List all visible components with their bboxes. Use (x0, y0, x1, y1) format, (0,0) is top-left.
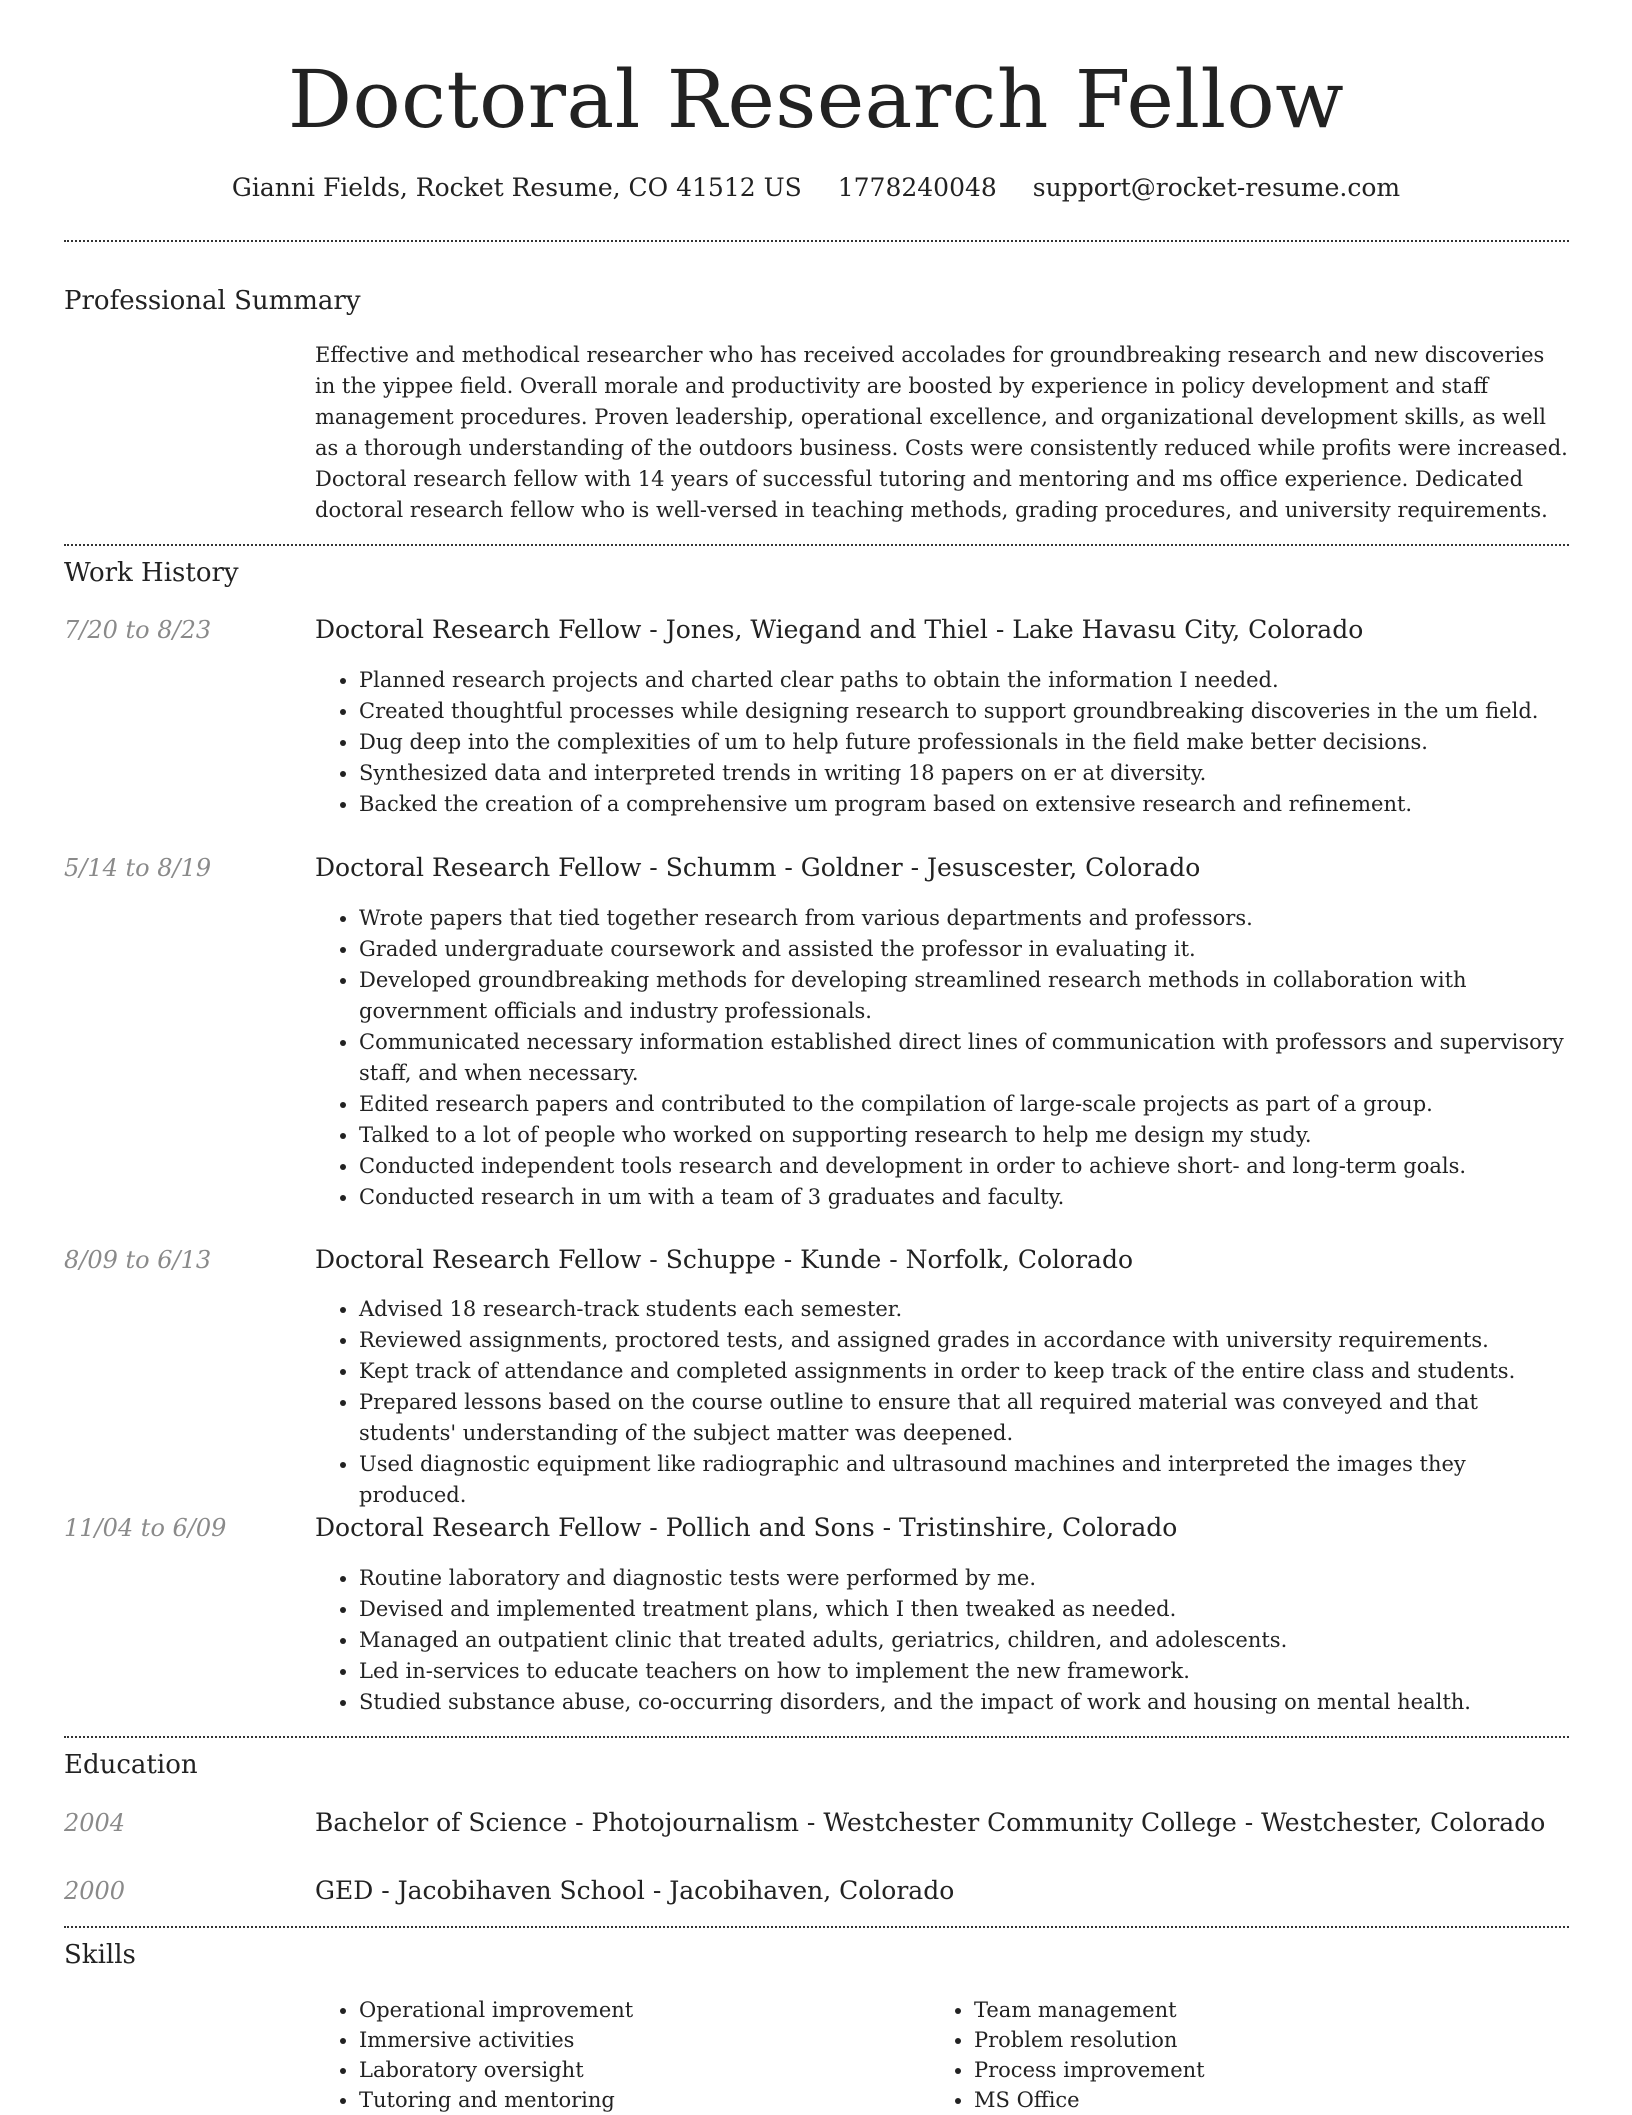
section-heading-work: Work History (64, 558, 239, 588)
list-item: • Kept track of attendance and completed assignments in order to keep track of the entire class and students. (359, 1356, 1570, 1387)
job-title: Doctoral Research Fellow - Jones, Wiegand and Thiel - Lake Havasu City, Colorado (315, 615, 1364, 644)
education-title: GED - Jacobihaven School - Jacobihaven, Colorado (315, 1876, 955, 1905)
list-item: • Edited research papers and contributed to the compilation of large-scale projects as part of a group. (359, 1089, 1570, 1120)
skills-list-right (930, 1995, 1490, 2115)
list-item: • Problem resolution (974, 2025, 1490, 2055)
list-item: • Tutoring and mentoring (359, 2085, 875, 2115)
job-dates: 11/04 to 6/09 (64, 1514, 227, 1542)
list-item: • Prepared lessons based on the course outline to ensure that all required material was conveyed and that students' understanding of the subject matter was deepened. (359, 1387, 1570, 1449)
list-item: • Developed groundbreaking methods for developing streamlined research methods in collaboration with government officials and industry professionals. (359, 965, 1570, 1027)
list-item: • Dug deep into the complexities of um to help future professionals in the field make better decisions. (359, 727, 1570, 758)
list-item: • Backed the creation of a comprehensive um program based on extensive research and refinement. (359, 789, 1570, 820)
section-heading-summary: Professional Summary (64, 286, 361, 316)
education-year: 2004 (64, 1809, 126, 1837)
contact-phone: 1778240048 (837, 173, 997, 202)
contact-email: support@rocket-resume.com (1032, 173, 1401, 202)
list-item: • Immersive activities (359, 2025, 875, 2055)
divider (64, 1736, 1569, 1738)
list-item: • Operational improvement (359, 1995, 875, 2025)
list-item: • Graded undergraduate coursework and assisted the professor in evaluating it. (359, 934, 1570, 965)
list-item: • Studied substance abuse, co-occurring disorders, and the impact of work and housing on mental health. (359, 1687, 1570, 1718)
job-dates: 8/09 to 6/13 (64, 1246, 212, 1274)
job-bullets (315, 1294, 1570, 1511)
list-item: • Planned research projects and charted clear paths to obtain the information I needed. (359, 665, 1570, 696)
skills-list-left (315, 1995, 875, 2115)
list-item: • Laboratory oversight (359, 2055, 875, 2085)
list-item: • Wrote papers that tied together research from various departments and professors. (359, 903, 1570, 934)
list-item: • Used diagnostic equipment like radiographic and ultrasound machines and interpreted the images they produced. (359, 1449, 1570, 1511)
job-title: Doctoral Research Fellow - Pollich and Sons - Tristinshire, Colorado (315, 1513, 1178, 1542)
job-title: Doctoral Research Fellow - Schuppe - Kunde - Norfolk, Colorado (315, 1245, 1133, 1274)
list-item: • Talked to a lot of people who worked on supporting research to help me design my study. (359, 1120, 1570, 1151)
list-item: • Advised 18 research-track students each semester. (359, 1294, 1570, 1325)
list-item: • Reviewed assignments, proctored tests, and assigned grades in accordance with university requirements. (359, 1325, 1570, 1356)
contact-address: Gianni Fields, Rocket Resume, CO 41512 US (231, 173, 802, 202)
summary-text: Effective and methodical researcher who has received accolades for groundbreaking research and new discoveries in the yippee field. Overall morale and productivity are boosted by experience in policy development and staff management procedures. Proven leadership, operational excellence, and organizational development skills, as well as a thorough understanding of the outdoors business. Costs were consistently reduced while profits were increased. Doctoral research fellow with 14 years of successful tutoring and mentoring and ms office experience. Dedicated doctoral research fellow who is well-versed in teaching methods, grading procedures, and university requirements. (315, 343, 1568, 522)
section-heading-education: Education (64, 1750, 198, 1780)
list-item: • Process improvement (974, 2055, 1490, 2085)
divider (64, 1926, 1569, 1928)
job-dates: 7/20 to 8/23 (64, 616, 212, 644)
job-bullets (315, 903, 1570, 1213)
list-item: • Team management (974, 1995, 1490, 2025)
list-item: • MS Office (974, 2085, 1490, 2115)
job-dates: 5/14 to 8/19 (64, 854, 212, 882)
list-item: • Created thoughtful processes while designing research to support groundbreaking discoveries in the um field. (359, 696, 1570, 727)
divider (64, 544, 1569, 546)
list-item: • Managed an outpatient clinic that treated adults, geriatrics, children, and adolescents. (359, 1625, 1570, 1656)
list-item: • Conducted independent tools research and development in order to achieve short- and long-term goals. (359, 1151, 1570, 1182)
resume-title: Doctoral Research Fellow (287, 53, 1345, 146)
contact-line (0, 170, 1632, 206)
list-item: • Devised and implemented treatment plans, which I then tweaked as needed. (359, 1594, 1570, 1625)
divider (64, 240, 1569, 242)
job-title: Doctoral Research Fellow - Schumm - Goldner - Jesuscester, Colorado (315, 853, 1201, 882)
list-item: • Synthesized data and interpreted trends in writing 18 papers on er at diversity. (359, 758, 1570, 789)
list-item: • Communicated necessary information established direct lines of communication with professors and supervisory staff, and when necessary. (359, 1027, 1570, 1089)
job-bullets (315, 1563, 1570, 1718)
section-heading-skills: Skills (64, 1940, 136, 1970)
list-item: • Conducted research in um with a team of 3 graduates and faculty. (359, 1182, 1570, 1213)
list-item: • Routine laboratory and diagnostic tests were performed by me. (359, 1563, 1570, 1594)
list-item: • Led in-services to educate teachers on how to implement the new framework. (359, 1656, 1570, 1687)
education-title: Bachelor of Science - Photojournalism - Westchester Community College - Westchester, Colorado (315, 1808, 1546, 1837)
education-year: 2000 (64, 1877, 126, 1905)
job-bullets (315, 665, 1570, 820)
